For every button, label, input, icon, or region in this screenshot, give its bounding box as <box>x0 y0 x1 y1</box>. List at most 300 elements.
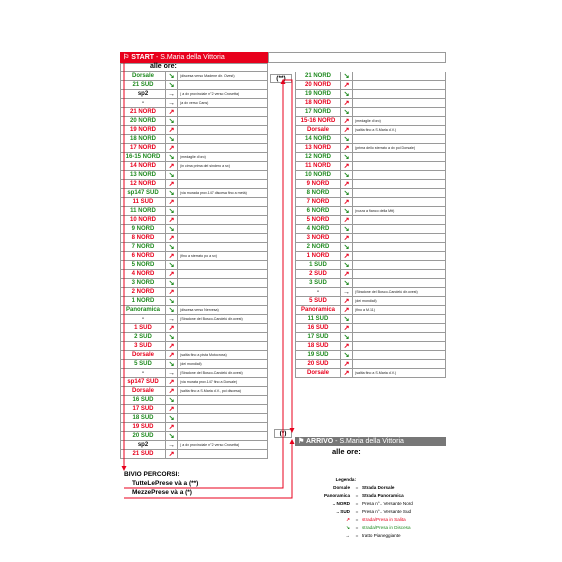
waypoint-note <box>353 333 446 342</box>
uphill-arrow-icon: ↗ <box>341 306 353 315</box>
waypoint-note: (Stradone del Bosco-Candelù dir.ovest) <box>178 369 268 378</box>
waypoint-note <box>353 189 446 198</box>
waypoint-note <box>178 261 268 270</box>
waypoint-name: Dorsale <box>120 72 166 81</box>
waypoint-name: 18 SUD <box>295 342 341 351</box>
downhill-arrow-icon: ↘ <box>166 189 178 198</box>
legend-value: Presa n°.. Versante Sud <box>362 509 412 514</box>
route-sheet <box>120 52 446 538</box>
uphill-arrow-icon: ↗ <box>166 324 178 333</box>
flag-icon: ⚐ <box>123 54 130 61</box>
arrivo-dash: - <box>333 438 340 445</box>
downhill-arrow-icon: ↘ <box>166 414 178 423</box>
downhill-arrow-icon: ↘ <box>341 135 353 144</box>
waypoint-note: (dei mondiali) <box>178 360 268 369</box>
waypoint-name: 16 SUD <box>120 396 166 405</box>
waypoint-name: 9 NORD <box>120 225 166 234</box>
waypoint-name: Dorsale <box>120 351 166 360</box>
left-row <box>120 144 271 153</box>
waypoint-name: 5 NORD <box>120 261 166 270</box>
right-row <box>295 243 446 252</box>
uphill-arrow-icon: ↗ <box>341 297 353 306</box>
waypoint-note <box>178 180 268 189</box>
waypoint-name: Panoramica <box>295 306 341 315</box>
waypoint-note <box>353 162 446 171</box>
downhill-arrow-icon: ↘ <box>341 333 353 342</box>
waypoint-name: 3 SUD <box>295 279 341 288</box>
uphill-arrow-icon: ↗ <box>166 180 178 189</box>
left-row <box>120 369 271 378</box>
left-row <box>120 324 271 333</box>
left-row <box>120 450 271 459</box>
waypoint-name: sp2 <box>120 90 166 99</box>
legend-key: ↘ <box>346 525 350 530</box>
waypoint-name: 19 NORD <box>120 126 166 135</box>
waypoint-note: (salita fino a S.Maria d.V.) <box>353 126 446 135</box>
left-row <box>120 333 271 342</box>
legend-equals: = <box>355 525 359 530</box>
downhill-arrow-icon: ↘ <box>166 135 178 144</box>
waypoint-note: ( a dx provinciale n°2 verso Crosetta) <box>178 90 268 99</box>
downhill-arrow-icon: ↘ <box>341 243 353 252</box>
right-row <box>295 171 446 180</box>
downhill-arrow-icon: ↘ <box>166 396 178 405</box>
waypoint-note <box>178 171 268 180</box>
waypoint-note <box>178 108 268 117</box>
waypoint-note <box>178 450 268 459</box>
waypoint-note <box>353 216 446 225</box>
waypoint-note <box>353 72 446 81</box>
waypoint-note <box>178 81 268 90</box>
uphill-arrow-icon: ↗ <box>166 387 178 396</box>
legend-equals: = <box>355 533 359 538</box>
uphill-arrow-icon: ↗ <box>341 369 353 378</box>
right-row <box>295 180 446 189</box>
uphill-arrow-icon: ↗ <box>341 81 353 90</box>
uphill-arrow-icon: ↗ <box>341 162 353 171</box>
waypoint-note: (medaglie d'oro) <box>353 117 446 126</box>
waypoint-name: 16 SUD <box>295 324 341 333</box>
flag-icon: ⚑ <box>298 438 305 445</box>
waypoint-name: - <box>120 99 166 108</box>
downhill-arrow-icon: ↘ <box>341 279 353 288</box>
legend-row <box>310 508 446 516</box>
waypoint-name: 8 NORD <box>295 189 341 198</box>
waypoint-name: 10 NORD <box>120 216 166 225</box>
waypoint-note <box>178 198 268 207</box>
arrivo-label: ARRIVO <box>305 438 334 445</box>
waypoint-note <box>178 225 268 234</box>
left-row <box>120 279 271 288</box>
right-row <box>295 306 446 315</box>
uphill-arrow-icon: ↗ <box>166 162 178 171</box>
legend-key: Dorsale <box>333 485 350 490</box>
waypoint-note <box>178 342 268 351</box>
downhill-arrow-icon: ↘ <box>166 207 178 216</box>
waypoint-name: 13 NORD <box>295 144 341 153</box>
waypoint-note <box>178 297 268 306</box>
left-row <box>120 414 271 423</box>
waypoint-note <box>353 153 446 162</box>
uphill-arrow-icon: ↗ <box>341 360 353 369</box>
uphill-arrow-icon: ↗ <box>341 252 353 261</box>
downhill-arrow-icon: ↘ <box>341 108 353 117</box>
uphill-arrow-icon: ↗ <box>341 99 353 108</box>
waypoint-note <box>353 261 446 270</box>
right-row <box>295 198 446 207</box>
waypoint-note <box>178 117 268 126</box>
waypoint-name: 1 SUD <box>295 261 341 270</box>
waypoint-note <box>178 396 268 405</box>
waypoint-name: 4 NORD <box>120 270 166 279</box>
right-row <box>295 351 446 360</box>
downhill-arrow-icon: ↘ <box>166 306 178 315</box>
waypoint-name: 2 SUD <box>120 333 166 342</box>
waypoint-name: 7 NORD <box>295 198 341 207</box>
waypoint-note: (fino a M.11) <box>353 306 446 315</box>
waypoint-name: Panoramica <box>120 306 166 315</box>
left-row <box>120 396 271 405</box>
legend-equals: = <box>355 485 359 490</box>
left-row <box>120 180 271 189</box>
uphill-arrow-icon: ↗ <box>166 198 178 207</box>
waypoint-name: - <box>120 369 166 378</box>
waypoint-note: (medaglie d'oro) <box>178 153 268 162</box>
right-row <box>295 252 446 261</box>
arrivo-header <box>295 437 446 446</box>
legend-row <box>310 524 446 532</box>
waypoint-note <box>353 90 446 99</box>
left-row <box>120 297 271 306</box>
legend-row <box>310 492 446 500</box>
legend-key: .. NORD <box>332 501 350 506</box>
downhill-arrow-icon: ↘ <box>166 261 178 270</box>
uphill-arrow-icon: ↗ <box>166 288 178 297</box>
downhill-arrow-icon: ↘ <box>341 189 353 198</box>
arrivo-place: S.Maria della Vittoria <box>339 438 404 445</box>
waypoint-note <box>353 234 446 243</box>
legend-value: Strada Dorsale <box>362 485 395 490</box>
waypoint-name: 14 NORD <box>120 162 166 171</box>
downhill-arrow-icon: ↘ <box>166 153 178 162</box>
legend-title: Legenda: <box>335 477 356 482</box>
waypoint-name: 1 NORD <box>120 297 166 306</box>
start-time-box <box>120 63 268 72</box>
uphill-arrow-icon: ↗ <box>341 216 353 225</box>
downhill-arrow-icon: ↘ <box>166 81 178 90</box>
right-row <box>295 189 446 198</box>
downhill-arrow-icon: ↘ <box>341 153 353 162</box>
uphill-arrow-icon: ↗ <box>166 450 178 459</box>
left-row <box>120 252 271 261</box>
downhill-arrow-icon: ↘ <box>341 171 353 180</box>
uphill-arrow-icon: ↗ <box>166 351 178 360</box>
legend-value: strada/Presa in Salita <box>362 517 406 522</box>
downhill-arrow-icon: ↘ <box>341 90 353 99</box>
left-row <box>120 315 271 324</box>
waypoint-note <box>353 279 446 288</box>
waypoint-name: 11 SUD <box>295 315 341 324</box>
right-row <box>295 288 446 297</box>
right-row <box>295 99 446 108</box>
waypoint-name: 18 SUD <box>120 414 166 423</box>
waypoint-name: sp147 SUD <box>120 189 166 198</box>
waypoint-name: 21 NORD <box>120 108 166 117</box>
waypoint-note: (in cima prima del sindero a sx) <box>178 162 268 171</box>
waypoint-note: (prima dello sterrato a dx poi Dorsale) <box>353 144 446 153</box>
waypoint-name: 11 NORD <box>120 207 166 216</box>
waypoint-note <box>353 135 446 144</box>
waypoint-note: ( a dx provinciale n°2 verso Crosetta) <box>178 441 268 450</box>
uphill-arrow-icon: ↗ <box>166 423 178 432</box>
legend-key: Panoramica <box>323 493 350 498</box>
legend-key: ↗ <box>346 517 350 522</box>
legend-row <box>310 532 446 540</box>
waypoint-name: sp2 <box>120 441 166 450</box>
right-row <box>295 324 446 333</box>
uphill-arrow-icon: ↗ <box>341 234 353 243</box>
right-row <box>295 216 446 225</box>
left-row <box>120 405 271 414</box>
waypoint-note <box>353 171 446 180</box>
left-row <box>120 234 271 243</box>
left-row <box>120 441 271 450</box>
downhill-arrow-icon: ↘ <box>166 360 178 369</box>
arrivo-time-label: alle ore: <box>332 447 361 456</box>
waypoint-note <box>353 198 446 207</box>
waypoint-name: 5 SUD <box>295 297 341 306</box>
waypoint-note: (discesa verso Madene dir. Ovest) <box>178 72 268 81</box>
right-row <box>295 108 446 117</box>
uphill-arrow-icon: ↗ <box>166 270 178 279</box>
waypoint-note <box>178 243 268 252</box>
legend-row <box>310 500 446 508</box>
uphill-arrow-icon: ↗ <box>341 126 353 135</box>
waypoint-note: (rozza a fianco della Mtt) <box>353 207 446 216</box>
right-row <box>295 162 446 171</box>
waypoint-note: (Stradone del Bosco-Candelù dir.ovest) <box>353 288 446 297</box>
waypoint-note <box>178 432 268 441</box>
waypoint-name: sp147 SUD <box>120 378 166 387</box>
waypoint-name: 3 NORD <box>295 234 341 243</box>
downhill-arrow-icon: ↘ <box>166 432 178 441</box>
downhill-arrow-icon: ↘ <box>166 279 178 288</box>
waypoint-note <box>353 270 446 279</box>
left-row <box>120 171 271 180</box>
downhill-arrow-icon: ↘ <box>166 225 178 234</box>
start-place: S.Maria della Vittoria <box>160 54 225 61</box>
uphill-arrow-icon: ↗ <box>341 180 353 189</box>
waypoint-name: 12 NORD <box>295 153 341 162</box>
right-row <box>295 279 446 288</box>
right-row <box>295 144 446 153</box>
flat-arrow-icon: → <box>166 315 178 324</box>
left-row <box>120 162 271 171</box>
flat-arrow-icon: → <box>341 288 353 297</box>
waypoint-note: (via murata prov.147 fino a Dorsale) <box>178 378 268 387</box>
waypoint-note <box>178 423 268 432</box>
waypoint-name: 17 SUD <box>120 405 166 414</box>
legend-value: strada/Presa in Discesa <box>362 525 411 530</box>
waypoint-note <box>178 144 268 153</box>
waypoint-note: (dei mondiali) <box>353 297 446 306</box>
left-row <box>120 432 271 441</box>
legend-row <box>310 516 446 524</box>
downhill-arrow-icon: ↘ <box>166 297 178 306</box>
left-row <box>120 351 271 360</box>
downhill-arrow-icon: ↘ <box>341 225 353 234</box>
waypoint-name: 11 NORD <box>295 162 341 171</box>
left-row <box>120 108 271 117</box>
right-row <box>295 369 446 378</box>
bivio-line-mezze: MezzePrese và a (*) <box>132 489 192 496</box>
left-row <box>120 225 271 234</box>
waypoint-name: 2 SUD <box>295 270 341 279</box>
legend-value: tratto Pianeggiante <box>362 533 401 538</box>
waypoint-name: 4 NORD <box>295 225 341 234</box>
left-row <box>120 387 271 396</box>
bivio-block <box>124 470 198 497</box>
left-row <box>120 243 271 252</box>
left-row <box>120 189 271 198</box>
waypoint-note <box>353 225 446 234</box>
waypoint-note <box>353 252 446 261</box>
waypoint-note <box>178 234 268 243</box>
waypoint-note <box>353 180 446 189</box>
waypoint-name: 2 NORD <box>295 243 341 252</box>
waypoint-note: (salita fino a S.Maria d.V.) <box>353 369 446 378</box>
waypoint-note <box>178 270 268 279</box>
left-row <box>120 126 271 135</box>
right-row <box>295 270 446 279</box>
legend-value: Presa n°.. Versante Nord <box>362 501 413 506</box>
waypoint-note <box>178 333 268 342</box>
left-row <box>120 216 271 225</box>
waypoint-name: 21 NORD <box>295 72 341 81</box>
mezze-prese-mark: (*) <box>274 429 292 438</box>
left-row <box>120 207 271 216</box>
flat-arrow-icon: → <box>166 99 178 108</box>
left-row <box>120 342 271 351</box>
right-row <box>295 225 446 234</box>
legend-equals: = <box>355 509 359 514</box>
bivio-line-all: TutteLePrese và a (**) <box>132 480 199 487</box>
waypoint-name: 21 SUD <box>120 81 166 90</box>
uphill-arrow-icon: ↗ <box>166 252 178 261</box>
waypoint-name: Dorsale <box>120 387 166 396</box>
uphill-arrow-icon: ↗ <box>341 324 353 333</box>
waypoint-note: (a dx verso Cans) <box>178 99 268 108</box>
uphill-arrow-icon: ↗ <box>341 117 353 126</box>
flat-arrow-icon: → <box>166 369 178 378</box>
uphill-arrow-icon: ↗ <box>166 234 178 243</box>
waypoint-note: (fino a sterrato po a sx) <box>178 252 268 261</box>
waypoint-name: 17 SUD <box>295 333 341 342</box>
waypoint-name: 20 NORD <box>120 117 166 126</box>
right-row <box>295 261 446 270</box>
uphill-arrow-icon: ↗ <box>166 144 178 153</box>
waypoint-note <box>353 81 446 90</box>
right-row <box>295 72 446 81</box>
legend-equals: = <box>355 517 359 522</box>
waypoint-name: 6 NORD <box>295 207 341 216</box>
waypoint-name: 9 NORD <box>295 180 341 189</box>
all-prese-mark: (**) <box>270 74 292 83</box>
waypoint-name: 20 SUD <box>120 432 166 441</box>
downhill-arrow-icon: ↘ <box>166 333 178 342</box>
legend-key: → <box>345 533 350 538</box>
uphill-arrow-icon: ↗ <box>341 144 353 153</box>
waypoint-name: Dorsale <box>295 369 341 378</box>
flat-arrow-icon: → <box>166 90 178 99</box>
waypoint-name: - <box>295 288 341 297</box>
uphill-arrow-icon: ↗ <box>341 270 353 279</box>
waypoint-name: 11 SUD <box>120 198 166 207</box>
waypoint-note <box>353 108 446 117</box>
uphill-arrow-icon: ↗ <box>166 342 178 351</box>
downhill-arrow-icon: ↘ <box>166 117 178 126</box>
left-row <box>120 288 271 297</box>
right-row <box>295 297 446 306</box>
left-row <box>120 81 271 90</box>
waypoint-name: 7 NORD <box>120 243 166 252</box>
legend-equals: = <box>355 493 359 498</box>
waypoint-note <box>178 279 268 288</box>
right-row <box>295 81 446 90</box>
uphill-arrow-icon: ↗ <box>341 342 353 351</box>
waypoint-name: 15-16 NORD <box>295 117 341 126</box>
waypoint-note <box>353 342 446 351</box>
waypoint-name: 17 NORD <box>295 108 341 117</box>
waypoint-name: Dorsale <box>295 126 341 135</box>
right-row <box>295 126 446 135</box>
waypoint-note: (salita fino a S.Maria d.V., poi discesa) <box>178 387 268 396</box>
waypoint-name: 19 SUD <box>120 423 166 432</box>
waypoint-name: 14 NORD <box>295 135 341 144</box>
uphill-arrow-icon: ↗ <box>341 198 353 207</box>
uphill-arrow-icon: ↗ <box>166 405 178 414</box>
waypoint-note <box>178 216 268 225</box>
legend-row <box>310 484 446 492</box>
waypoint-note <box>178 414 268 423</box>
left-row <box>120 117 271 126</box>
waypoint-name: 2 NORD <box>120 288 166 297</box>
waypoint-name: 18 NORD <box>295 99 341 108</box>
waypoint-note <box>178 207 268 216</box>
waypoint-name: 19 SUD <box>295 351 341 360</box>
start-header <box>120 52 268 63</box>
left-row <box>120 90 271 99</box>
downhill-arrow-icon: ↘ <box>341 315 353 324</box>
waypoint-note <box>178 126 268 135</box>
downhill-arrow-icon: ↘ <box>166 72 178 81</box>
uphill-arrow-icon: ↗ <box>166 378 178 387</box>
bivio-title: BIVIO PERCORSI: <box>124 471 180 478</box>
downhill-arrow-icon: ↘ <box>341 261 353 270</box>
waypoint-note <box>178 288 268 297</box>
right-row <box>295 117 446 126</box>
right-row <box>295 333 446 342</box>
waypoint-name: 6 NORD <box>120 252 166 261</box>
uphill-arrow-icon: ↗ <box>166 108 178 117</box>
waypoint-name: 8 NORD <box>120 234 166 243</box>
waypoint-name: 21 SUD <box>120 450 166 459</box>
right-row <box>295 234 446 243</box>
flat-arrow-icon: → <box>166 441 178 450</box>
left-row <box>120 153 271 162</box>
downhill-arrow-icon: ↘ <box>166 171 178 180</box>
left-row <box>120 360 271 369</box>
